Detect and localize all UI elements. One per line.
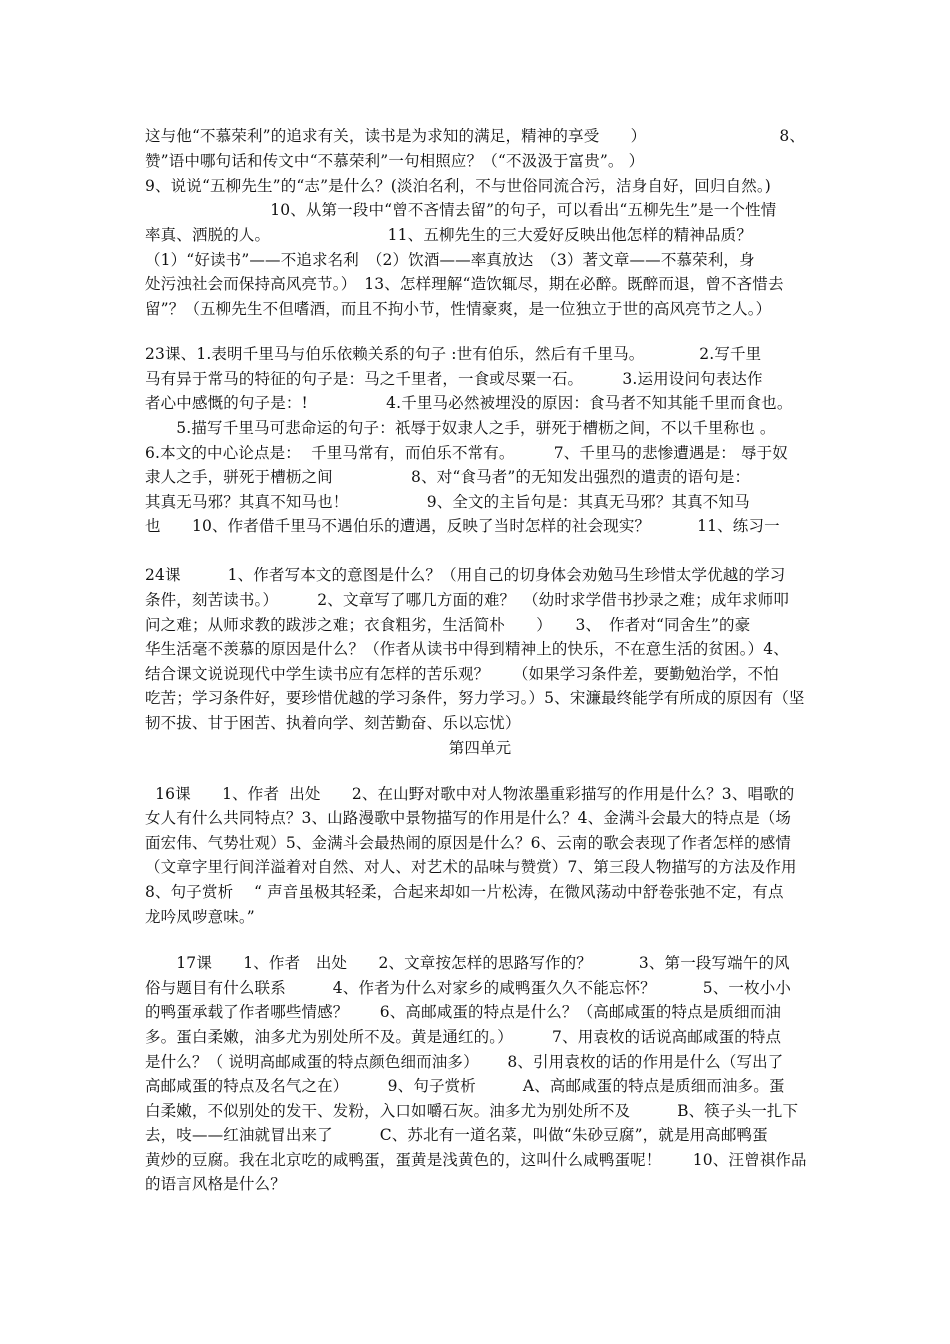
text-line: 5.描写千里马可悲命运的句子：祇辱于奴隶人之手，骈死于槽枥之间，不以千里称也 。 (145, 419, 776, 437)
text-line: 者心中感慨的句子是：! 4.千里马必然被埋没的原因：食马者不知其能千里而食也。 (145, 394, 793, 412)
text-line: 多。蛋白柔嫩，油多尤为别处所不及。黄是通红的。） 7、用袁枚的话说高邮咸蛋的特点 (145, 1028, 782, 1046)
text-line: 留”？（五柳先生不但嗜酒，而且不拘小节，性情豪爽，是一位独立于世的高风亮节之人。） (145, 300, 772, 318)
text-line: 6.本文的中心论点是： 千里马常有，而伯乐不常有。 7、千里马的悲惨遭遇是： 辱于奴 (145, 444, 788, 462)
section-heading: 第四单元 (448, 739, 512, 757)
text-line: 的语言风格是什么？ (145, 1175, 286, 1193)
text-line: 是什么？（ 说明高邮咸蛋的特点颜色细而油多） 8、引用袁枚的话的作用是什么（写出了 (145, 1053, 784, 1071)
text-line: 这与他“不慕荣利”的追求有关，读书是为求知的满足，精神的享受 ） 8、 (145, 127, 806, 145)
text-line: 黄炒的豆腐。我在北京吃的咸鸭蛋，蛋黄是浅黄色的，这叫什么咸鸭蛋呢！ 10、汪曾祺作品 (145, 1151, 807, 1169)
text-line: （1）“好读书”——不追求名利 （2）饮酒——率真放达 （3）著文章——不慕荣利，身 (145, 251, 755, 269)
text-line: 也 10、作者借千里马不遇伯乐的遭遇，反映了当时怎样的社会现实？ 11、练习一 (145, 517, 780, 535)
text-line: 隶人之手，骈死于槽枥之间 8、对“食马者”的无知发出强烈的遣责的语句是： (145, 468, 751, 486)
text-line: 17课 1、作者 出处 2、文章按怎样的思路写作的？ 3、第一段写端午的风 (145, 954, 790, 972)
text-line: 华生活毫不羡慕的原因是什么？（作者从读书中得到精神上的快乐，不在意生活的贫困。）4、 (145, 640, 789, 658)
text-line: 24课 1、作者写本文的意图是什么？（用自己的切身体会劝勉马生珍惜太学优越的学习 (145, 566, 786, 584)
text-line: 女人有什么共同特点？3、山路漫歌中景物描写的作用是什么？4、金满斗会最大的特点是（场 (145, 809, 792, 827)
text-line: 其真无马邪？其真不知马也！ 9、全文的主旨句是：其真无马邪？其真不知马 (145, 493, 750, 511)
text-line: 赞”语中哪句话和传文中“不慕荣利”一句相照应？（“不汲汲于富贵”。 ） (145, 152, 645, 170)
text-line: 高邮咸蛋的特点及名气之在） 9、句子赏析 A、高邮咸蛋的特点是质细而油多。蛋 (145, 1077, 785, 1095)
text-line: 结合课文说说现代中学生读书应有怎样的苦乐观？ （如果学习条件差，要勤勉治学，不怕 (145, 665, 779, 683)
text-line: 8、句子赏析 “ 声音虽极其轻柔，合起来却如一片松涛，在微风荡动中舒卷张弛不定，有点 (145, 883, 784, 901)
text-line: 的鸭蛋承载了作者哪些情感？ 6、高邮咸蛋的特点是什么？（高邮咸蛋的特点是质细而油 (145, 1003, 782, 1021)
text-line: 去，吱——红油就冒出来了 C、苏北有一道名菜，叫做“朱砂豆腐”，就是用高邮鸭蛋 (145, 1126, 768, 1144)
text-line: 10、从第一段中“曾不吝情去留”的句子，可以看出“五柳先生”是一个性情 (145, 201, 777, 219)
text-line: 俗与题目有什么联系 4、作者为什么对家乡的咸鸭蛋久久不能忘怀？ 5、一枚小小 (145, 979, 792, 997)
text-line: 23课、1.表明千里马与伯乐依赖关系的句子 :世有伯乐，然后有千里马。 2.写千里 (145, 345, 762, 363)
text-line: 韧不拔、甘于困苦、执着向学、刻苦勤奋、乐以忘忧） (145, 714, 521, 732)
text-line: 马有异于常马的特征的句子是：马之千里者，一食或尽粟一石。 3.运用设问句表达作 (145, 370, 763, 388)
text-line: 面宏伟、气势壮观）5、金满斗会最热闹的原因是什么？6、云南的歌会表现了作者怎样的感情 (145, 834, 792, 852)
text-line: （文章字里行间洋溢着对自然、对人、对艺术的品味与赞赏）7、第三段人物描写的方法及作用 (145, 858, 797, 876)
text-line: 白柔嫩，不似别处的发干、发粉，入口如嚼石灰。油多尤为别处所不及 B、筷子头一扎下 (145, 1102, 799, 1120)
text-line: 处污浊社会而保持高风亮节。） 13、怎样理解“造饮辄尽，期在必醉。既醉而退，曾不吝惜去 (145, 275, 784, 293)
text-line: 16课 1、作者 出处 2、在山野对歌中对人物浓墨重彩描写的作用是什么？3、唱歌的 (145, 785, 795, 803)
text-line: 9、说说“五柳先生”的“志”是什么？(淡泊名利，不与世俗同流合污，洁身自好，回归自然。) (145, 177, 772, 195)
text-line: 问之难；从师求教的跋涉之难；衣食粗劣，生活简朴 ） 3、 作者对“同舍生”的豪 (145, 616, 751, 634)
text-line: 吃苦；学习条件好，要珍惜优越的学习条件，努力学习。）5、宋濂最终能学有所成的原因有（坚 (145, 689, 805, 707)
text-line: 龙吟凤哕意味。” (145, 908, 255, 926)
text-line: 条件，刻苦读书。） 2、文章写了哪几方面的难？ （幼时求学借书抄录之难；成年求师叩 (145, 591, 790, 609)
text-line: 率真、洒脱的人。 11、五柳先生的三大爱好反映出他怎样的精神品质？ (145, 226, 752, 244)
